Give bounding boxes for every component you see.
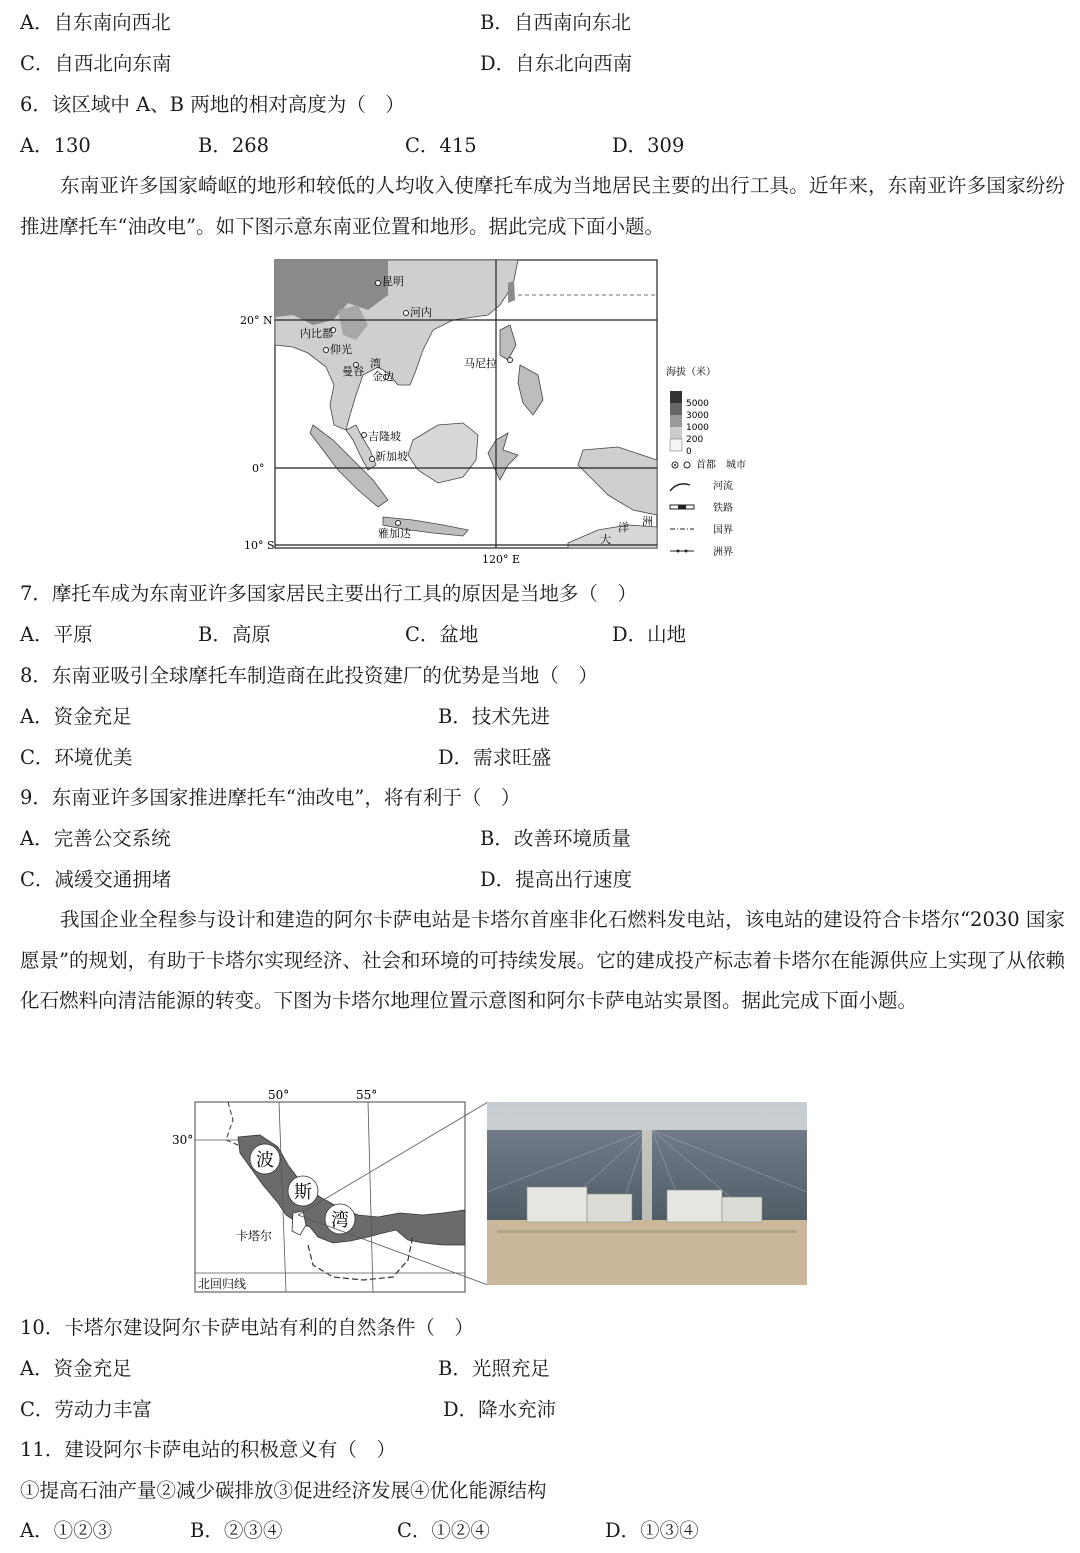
q10-option-a: A．资金充足: [20, 1357, 132, 1380]
q9-option-a: A．完善公交系统: [20, 827, 171, 850]
gulf-char-1: 波: [256, 1150, 274, 1171]
q8-option-b: B．技术先进: [438, 705, 550, 728]
q10-option-c: C．劳动力丰富: [20, 1398, 152, 1421]
q9-option-b: B．改善环境质量: [480, 827, 631, 850]
svg-text:1000: 1000: [686, 423, 709, 433]
q11-option-d: D．①③④: [605, 1519, 699, 1542]
q5-option-d: D．自东北向西南: [480, 52, 633, 75]
lon-50-label: 50°: [268, 1088, 290, 1102]
q11-stem: 11．建设阿尔卡萨电站的积极意义有（ ）: [20, 1438, 396, 1461]
q6-option-b: B．268: [198, 134, 270, 157]
gulf-char-2: 斯: [294, 1182, 312, 1203]
q8-stem: 8．东南亚吸引全球摩托车制造商在此投资建厂的优势是当地（ ）: [20, 664, 598, 687]
q10-option-b: B．光照充足: [438, 1357, 550, 1380]
legend-title: 海拔（米）: [666, 367, 716, 378]
q5-option-a: A．自东南向西北: [20, 11, 171, 34]
q9-stem: 9．东南亚许多国家推进摩托车“油改电”，将有利于（ ）: [20, 786, 521, 809]
q6-option-c: C．415: [405, 134, 477, 157]
city-phnom-penh: 金边: [372, 370, 394, 383]
label-wan: 湾: [370, 357, 381, 370]
qatar-label: 卡塔尔: [236, 1229, 273, 1243]
q11-option-a: A．①②③: [20, 1519, 113, 1542]
q7-option-c: C．盆地: [405, 623, 479, 646]
svg-text:5000: 5000: [686, 399, 709, 409]
q8-option-a: A．资金充足: [20, 705, 132, 728]
city-kuala-lumpur: 吉隆坡: [368, 430, 401, 443]
city-jakarta: 雅加达: [378, 527, 411, 540]
q6-stem: 6．该区域中 A、B 两地的相对高度为（ ）: [20, 93, 405, 116]
svg-text:3000: 3000: [686, 411, 709, 421]
city-kunming: 昆明: [382, 275, 404, 288]
q9-option-c: C．减缓交通拥堵: [20, 868, 172, 891]
map-legend: [666, 365, 746, 558]
tropic-of-cancer-label: 北回归线: [198, 1277, 247, 1291]
city-yangon: 仰光: [330, 343, 352, 356]
city-bangkok: 曼谷: [342, 365, 364, 378]
legend-capital-city: 首都 城市: [696, 460, 746, 471]
q5-option-c: C．自西北向东南: [20, 52, 172, 75]
southeast-asia-map: [238, 255, 783, 575]
q9-option-d: D．提高出行速度: [480, 868, 633, 891]
legend-continent: 洲界: [713, 547, 733, 558]
svg-text:0: 0: [686, 447, 692, 457]
lat-20n-label: 20° N: [240, 314, 273, 327]
city-naypyidaw: 内比都: [300, 327, 333, 340]
label-da: 大: [600, 533, 611, 546]
q7-option-a: A．平原: [20, 623, 93, 646]
city-singapore: 新加坡: [375, 450, 408, 463]
passage-qatar: 我国企业全程参与设计和建造的阿尔卡萨电站是卡塔尔首座非化石燃料发电站，该电站的建设符合卡塔尔“2030 国家愿景”的规划，有助于卡塔尔实现经济、社会和环境的可持续发展。它的建成投产标志着卡塔尔在能源供应上实现了从依赖化石燃料向清洁能源的转变。下图为卡塔尔地理位置示意图和阿尔卡萨电站实景图。据此完成下面小题。: [20, 908, 1065, 1013]
q10-stem: 10．卡塔尔建设阿尔卡萨电站有利的自然条件（ ）: [20, 1316, 474, 1339]
passage-southeast-asia: 东南亚许多国家崎岖的地形和较低的人均收入使摩托车成为当地居民主要的出行工具。近年来，东南亚许多国家纷纷推进摩托车“油改电”。如下图示意东南亚位置和地形。据此完成下面小题。: [20, 174, 1065, 238]
label-zhou: 洲: [642, 515, 653, 528]
legend-railway: 铁路: [713, 503, 733, 514]
gulf-char-3: 湾: [331, 1210, 349, 1231]
lat-10s-label: 10° S: [244, 539, 275, 552]
legend-border: 国界: [713, 525, 733, 536]
lat-0-label: 0°: [252, 462, 265, 475]
q11-items: ①提高石油产量②减少碳排放③促进经济发展④优化能源结构: [20, 1479, 547, 1502]
q6-option-d: D．309: [612, 134, 685, 157]
city-manila: 马尼拉: [464, 357, 497, 370]
city-hanoi: 河内: [410, 306, 432, 319]
q10-option-d: D．降水充沛: [443, 1398, 557, 1421]
q6-option-a: A．130: [20, 134, 91, 157]
lat-30-label: 30°: [172, 1133, 194, 1147]
q8-option-d: D．需求旺盛: [438, 746, 552, 769]
svg-text:200: 200: [686, 435, 704, 445]
lon-55-label: 55°: [356, 1088, 378, 1102]
q7-option-b: B．高原: [198, 623, 271, 646]
q11-option-b: B．②③④: [190, 1519, 283, 1542]
q7-option-d: D．山地: [612, 623, 687, 646]
label-yang: 洋: [618, 521, 629, 534]
legend-river: 河流: [713, 481, 733, 492]
q11-option-c: C．①②④: [397, 1519, 490, 1542]
alkharsaah-power-station-photo: [487, 1102, 807, 1285]
lon-120e-label: 120° E: [482, 553, 521, 566]
q8-option-c: C．环境优美: [20, 746, 133, 769]
q5-option-b: B．自西南向东北: [480, 11, 631, 34]
q7-stem: 7．摩托车成为东南亚许多国家居民主要出行工具的原因是当地多（ ）: [20, 582, 637, 605]
